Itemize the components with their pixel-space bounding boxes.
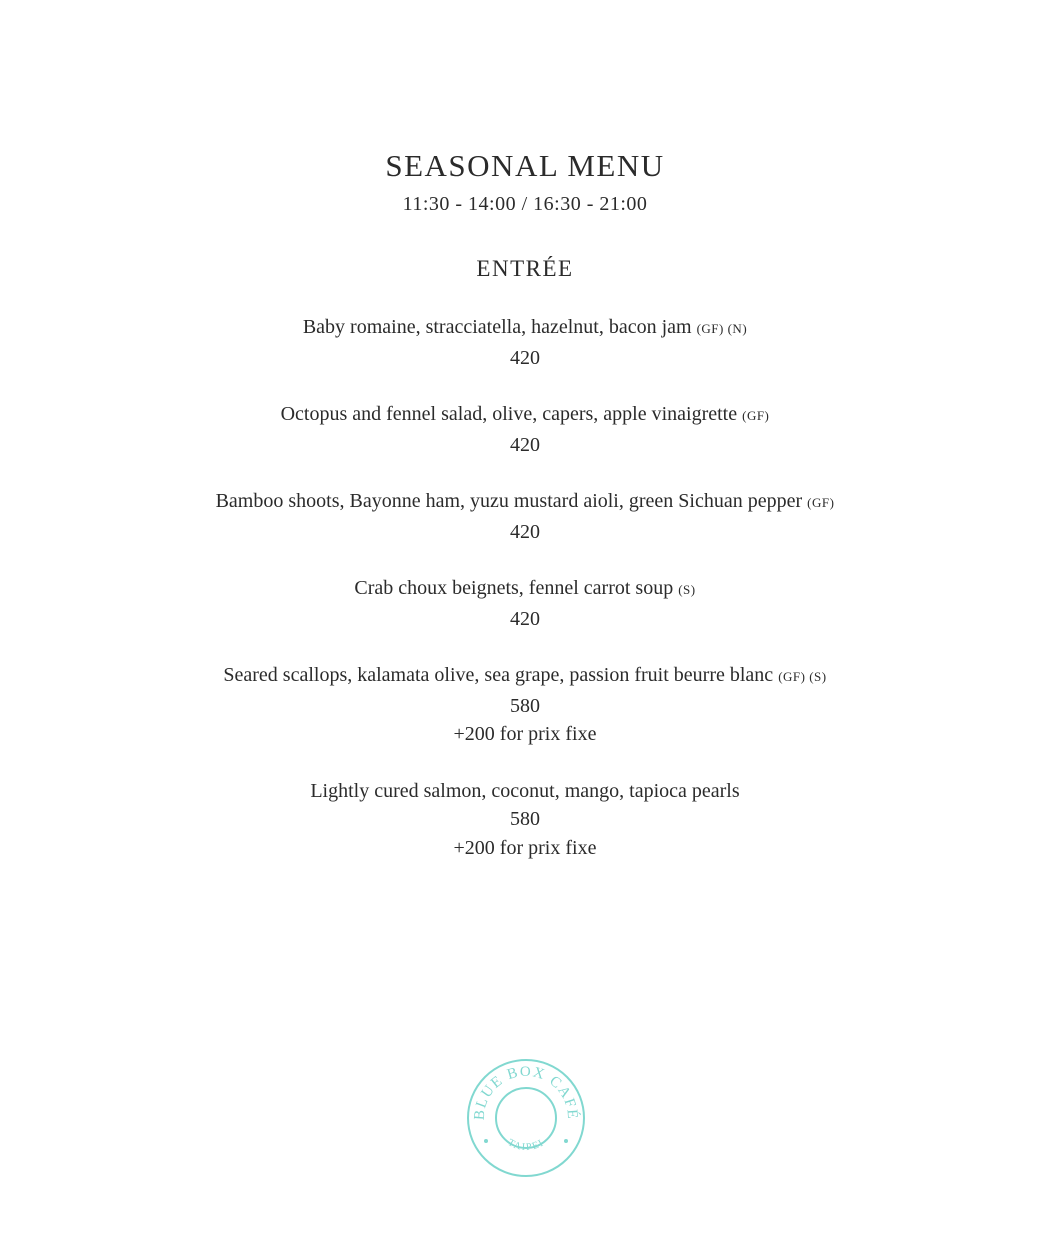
menu-item-price: 420 [510,346,540,369]
menu-item-price: 580 [510,808,540,830]
opening-hours: 11:30 - 14:00 / 16:30 - 21:00 [402,193,648,215]
menu-item-description [0,400,1050,431]
prix-fixe-note: +200 for prix fixe [453,723,597,745]
menu-items-list [0,313,1050,890]
menu-item [0,661,1050,749]
menu-item-description [0,777,1050,806]
prix-fixe-note: +200 for prix fixe [453,836,597,859]
menu-item-name: Octopus and fennel salad, olive, capers, apple vinaigrette [280,403,738,425]
dietary-tags: (GF) (S) [778,669,827,684]
dietary-tags: (S) [678,582,696,597]
menu-item [0,400,1050,459]
menu-item-name: Lightly cured salmon, coconut, mango, tapioca pearls [310,779,740,802]
menu-item-name: Seared scallops, kalamata olive, sea grape, passion fruit beurre blanc [223,664,774,686]
section-heading-entree: ENTRÉE [476,256,574,281]
logo-dot-left [484,1139,488,1143]
menu-item [0,574,1050,633]
menu-item-name: Crab choux beignets, fennel carrot soup [354,577,674,599]
blue-box-cafe-logo [465,1057,587,1179]
menu-item-description [0,487,1050,518]
logo-inner-ring [496,1088,556,1148]
menu-item-price: 420 [510,607,540,630]
menu-item-description [0,574,1050,605]
menu-item [0,777,1050,863]
logo-dot-right [564,1139,568,1143]
menu-item-price: 420 [510,520,540,543]
menu-item-name: Baby romaine, stracciatella, hazelnut, bacon jam [302,316,692,338]
dietary-tags: (GF) [742,408,770,423]
logo-text-bottom: TAIPEI [505,1137,547,1154]
menu-title: SEASONAL MENU [385,148,665,183]
logo-text-top: BLUE BOX CAFÉ [471,1064,581,1121]
menu-item-price: 420 [510,433,540,456]
menu-item-description [0,661,1050,692]
menu-item [0,313,1050,372]
menu-item [0,487,1050,546]
menu-item-name: Bamboo shoots, Bayonne ham, yuzu mustard aioli, green Sichuan pepper [215,490,803,512]
menu-item-price: 580 [510,694,540,717]
dietary-tags: (GF) (N) [696,321,748,336]
menu-item-description [0,313,1050,344]
dietary-tags: (GF) [807,495,835,510]
